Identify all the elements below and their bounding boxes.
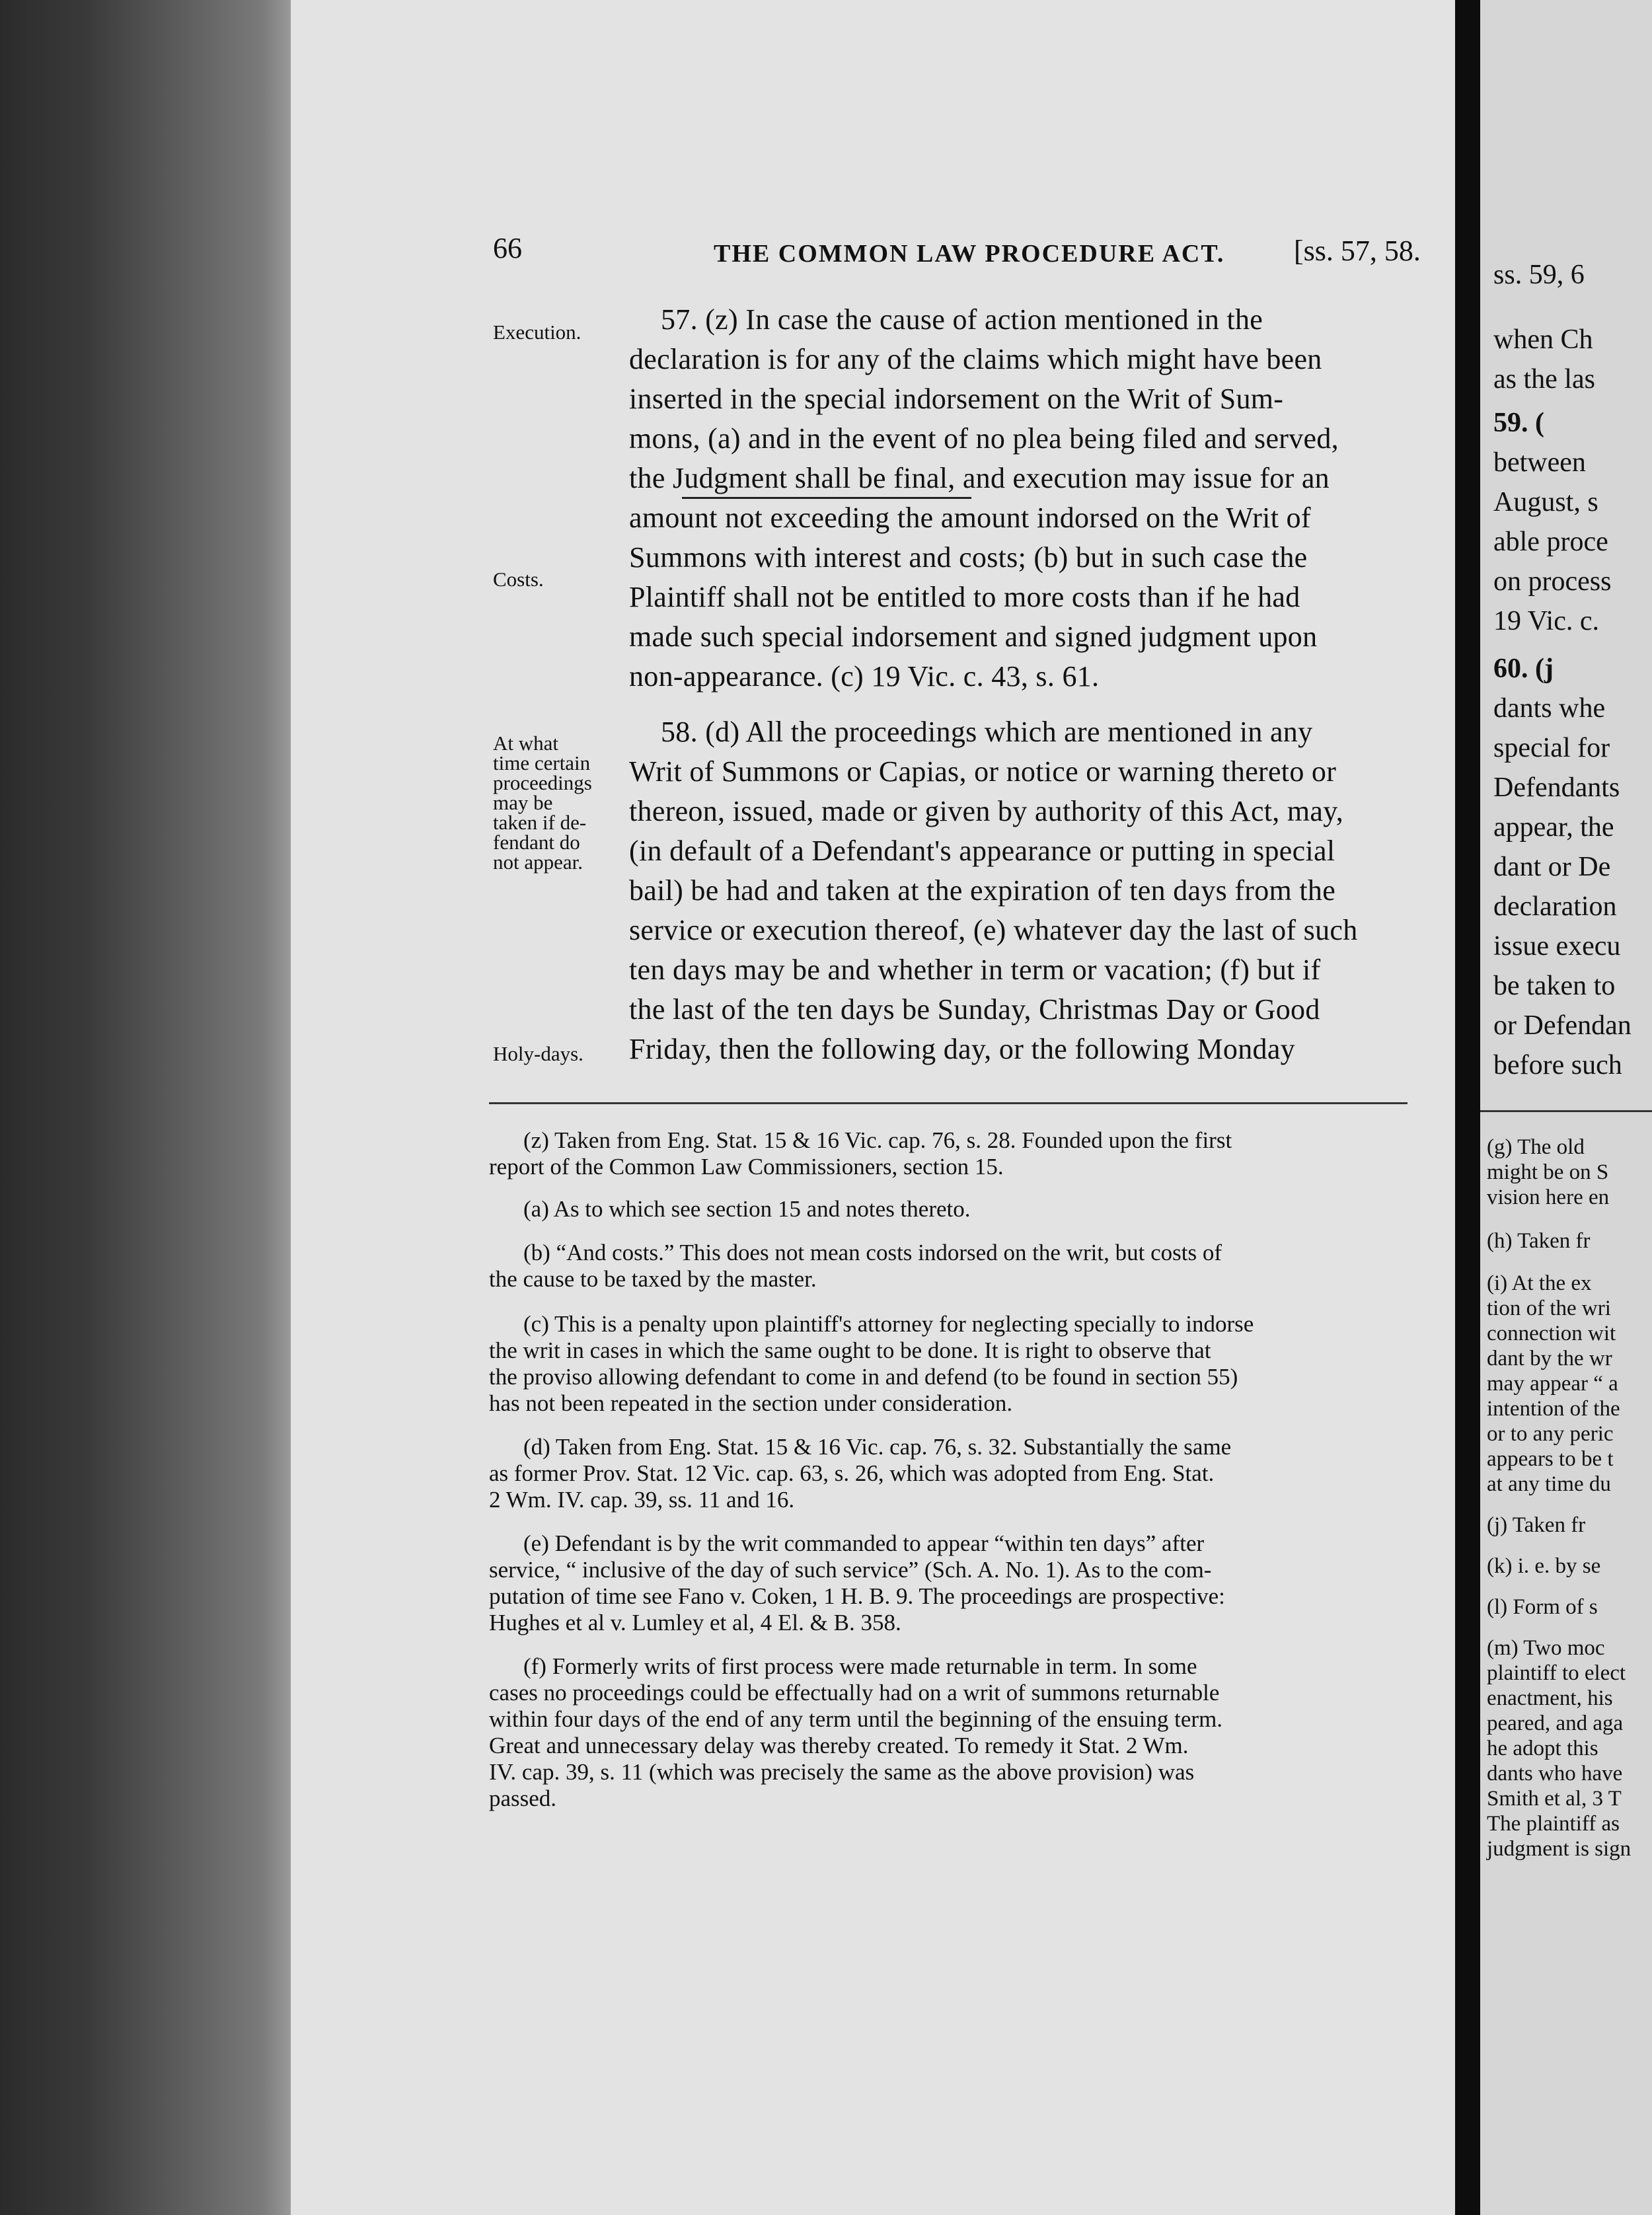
facing-footnote-line: plaintiff to elect [1487, 1661, 1626, 1685]
footnote-e-line: Hughes et al v. Lumley et al, 4 El. & B. 358. [489, 1610, 901, 1635]
facing-line: or Defendan [1493, 1010, 1632, 1041]
body-line: thereon, issued, made or given by authority of this Act, may, [629, 795, 1344, 827]
facing-footnote-line: (h) Taken fr [1487, 1229, 1591, 1253]
facing-footnote-line: peared, and aga [1487, 1711, 1624, 1735]
facing-footnote-line: The plaintiff as [1487, 1812, 1620, 1836]
facing-line: declaration [1493, 891, 1617, 922]
handwritten-underline [682, 497, 971, 499]
facing-line: special for [1493, 733, 1610, 763]
facing-footnote-line: vision here en [1487, 1185, 1610, 1209]
body-line: service or execution thereof, (e) whatever day the last of such [629, 914, 1358, 946]
footnote-f-line: passed. [489, 1785, 557, 1811]
body-line: inserted in the special indorsement on the Writ of Sum- [629, 383, 1284, 415]
facing-page-cropped [1480, 0, 1652, 2215]
footnote-z-line: report of the Common Law Commissioners, section 15. [489, 1154, 1004, 1180]
facing-line: before such [1493, 1050, 1622, 1080]
facing-line: August, s [1493, 487, 1598, 517]
facing-footnote-line: appears to be t [1487, 1447, 1614, 1471]
footnote-f-line: Great and unnecessary delay was thereby created. To remedy it Stat. 2 Wm. [489, 1733, 1189, 1758]
margin-note-execution: Execution. [493, 320, 582, 344]
body-line: 57. (z) In case the cause of action mentioned in the [661, 303, 1263, 336]
facing-footnote-line: (k) i. e. by se [1487, 1554, 1601, 1578]
body-line: made such special indorsement and signed judgment upon [629, 620, 1318, 653]
facing-footnote-line: he adopt this [1487, 1737, 1598, 1760]
footnote-b-line: (b) “And costs.” This does not mean costs indorsed on the writ, but costs of [523, 1240, 1222, 1265]
body-line-underlined-judgment: the Judgment shall be final, and execution may issue for an [629, 462, 1330, 494]
body-line: declaration is for any of the claims which might have been [629, 343, 1322, 375]
footnote-divider [489, 1102, 1408, 1104]
facing-line: 59. ( [1493, 408, 1544, 438]
margin-note-default-appearance: At what time certain proceedings may be taken if de- fendant do not appear. [493, 732, 592, 874]
body-line: bail) be had and taken at the expiration of ten days from the [629, 874, 1336, 907]
facing-footnote-line: judgment is sign [1487, 1837, 1632, 1861]
body-line: ten days may be and whether in term or vacation; (f) but if [629, 954, 1321, 986]
facing-footnote-line: or to any peric [1487, 1422, 1614, 1446]
facing-line: issue execu [1493, 931, 1621, 961]
footnote-f-line: cases no proceedings could be effectually had on a writ of summons returnable [489, 1680, 1220, 1706]
footnote-a-line: (a) As to which see section 15 and notes thereto. [523, 1196, 971, 1222]
body-line: Friday, then the following day, or the following Monday [629, 1033, 1295, 1065]
book-page-66 [291, 0, 1455, 2215]
facing-footnote-line: (l) Form of s [1487, 1595, 1598, 1619]
footnote-c-line: the proviso allowing defendant to come in and defend (to be found in section 55) [489, 1364, 1238, 1390]
facing-footnote-line: (j) Taken fr [1487, 1513, 1586, 1537]
facing-line: appear, the [1493, 812, 1614, 843]
footnote-d-line: 2 Wm. IV. cap. 39, ss. 11 and 16. [489, 1487, 795, 1513]
facing-footnote-line: (g) The old [1487, 1135, 1585, 1159]
body-line: the last of the ten days be Sunday, Christmas Day or Good [629, 993, 1320, 1026]
footnote-z-line: (z) Taken from Eng. Stat. 15 & 16 Vic. cap. 76, s. 28. Founded upon the first [523, 1127, 1232, 1153]
footnote-c-line: the writ in cases in which the same ought to be done. It is right to observe that [489, 1337, 1211, 1363]
footnote-e-line: (e) Defendant is by the writ commanded to appear “within ten days” after [523, 1530, 1205, 1556]
facing-line: when Ch [1493, 324, 1593, 355]
facing-footnote-line: connection wit [1487, 1322, 1616, 1345]
facing-footnote-line: Smith et al, 3 T [1487, 1787, 1622, 1811]
body-line: 58. (d) All the proceedings which are mentioned in any [661, 716, 1313, 748]
footnote-c-line: has not been repeated in the section under consideration. [489, 1390, 1013, 1416]
facing-footnote-line: (i) At the ex [1487, 1271, 1592, 1295]
facing-footnote-line: tion of the wri [1487, 1296, 1611, 1320]
page-number: 66 [493, 232, 522, 264]
body-line: non-appearance. (c) 19 Vic. c. 43, s. 61. [629, 660, 1100, 693]
facing-line: between [1493, 447, 1586, 478]
footnote-f-line: within four days of the end of any term until the beginning of the ensuing term. [489, 1706, 1223, 1732]
facing-footnote-line: at any time du [1487, 1472, 1611, 1496]
body-line: amount not exceeding the amount indorsed on the Writ of [629, 502, 1311, 534]
footnote-e-line: putation of time see Fano v. Coken, 1 H. B. 9. The proceedings are prospective: [489, 1583, 1225, 1609]
footnote-c-line: (c) This is a penalty upon plaintiff's attorney for neglecting specially to indorse [523, 1311, 1254, 1337]
facing-line: as the las [1493, 364, 1595, 394]
section-range: [ss. 57, 58. [1294, 235, 1421, 267]
facing-line: 19 Vic. c. [1493, 606, 1600, 636]
facing-line: on process [1493, 566, 1612, 597]
footnote-f-line: (f) Formerly writs of first process were made returnable in term. In some [523, 1653, 1197, 1679]
facing-line: 60. (j [1493, 654, 1554, 684]
facing-page-header: ss. 59, 6 [1493, 260, 1585, 290]
footnote-b-line: the cause to be taxed by the master. [489, 1266, 817, 1292]
facing-line: dants whe [1493, 693, 1606, 724]
body-line: mons, (a) and in the event of no plea being filed and served, [629, 422, 1339, 455]
facing-line: able proce [1493, 527, 1608, 557]
margin-note-holy-days: Holy-days. [493, 1042, 583, 1065]
footnote-e-line: service, “ inclusive of the day of such service” (Sch. A. No. 1). As to the com- [489, 1557, 1212, 1583]
running-title: THE COMMON LAW PROCEDURE ACT. [714, 240, 1225, 268]
facing-footnote-line: may appear “ a [1487, 1372, 1618, 1396]
facing-footnote-line: enactment, his [1487, 1686, 1613, 1710]
facing-line: dant or De [1493, 852, 1611, 882]
body-line: Writ of Summons or Capias, or notice or warning thereto or [629, 755, 1337, 788]
facing-footnote-line: dants who have [1487, 1762, 1623, 1785]
body-line: Plaintiff shall not be entitled to more costs than if he had [629, 581, 1300, 613]
facing-footnote-line: might be on S [1487, 1160, 1609, 1184]
facing-footnote-line: intention of the [1487, 1397, 1620, 1421]
facing-line: be taken to [1493, 971, 1616, 1001]
facing-footnote-divider [1480, 1110, 1652, 1112]
margin-note-costs: Costs. [493, 568, 544, 591]
footnote-f-line: IV. cap. 39, s. 11 (which was precisely the same as the above provision) was [489, 1759, 1195, 1785]
footnote-d-line: (d) Taken from Eng. Stat. 15 & 16 Vic. cap. 76, s. 32. Substantially the same [523, 1434, 1232, 1460]
book-binding-edge [0, 0, 291, 2215]
facing-footnote-line: (m) Two moc [1487, 1636, 1605, 1660]
body-line: (in default of a Defendant's appearance or putting in special [629, 835, 1335, 867]
facing-line: Defendants [1493, 772, 1620, 803]
footnote-d-line: as former Prov. Stat. 12 Vic. cap. 63, s. 26, which was adopted from Eng. Stat. [489, 1460, 1215, 1486]
body-line: Summons with interest and costs; (b) but in such case the [629, 541, 1308, 574]
facing-footnote-line: dant by the wr [1487, 1347, 1612, 1370]
